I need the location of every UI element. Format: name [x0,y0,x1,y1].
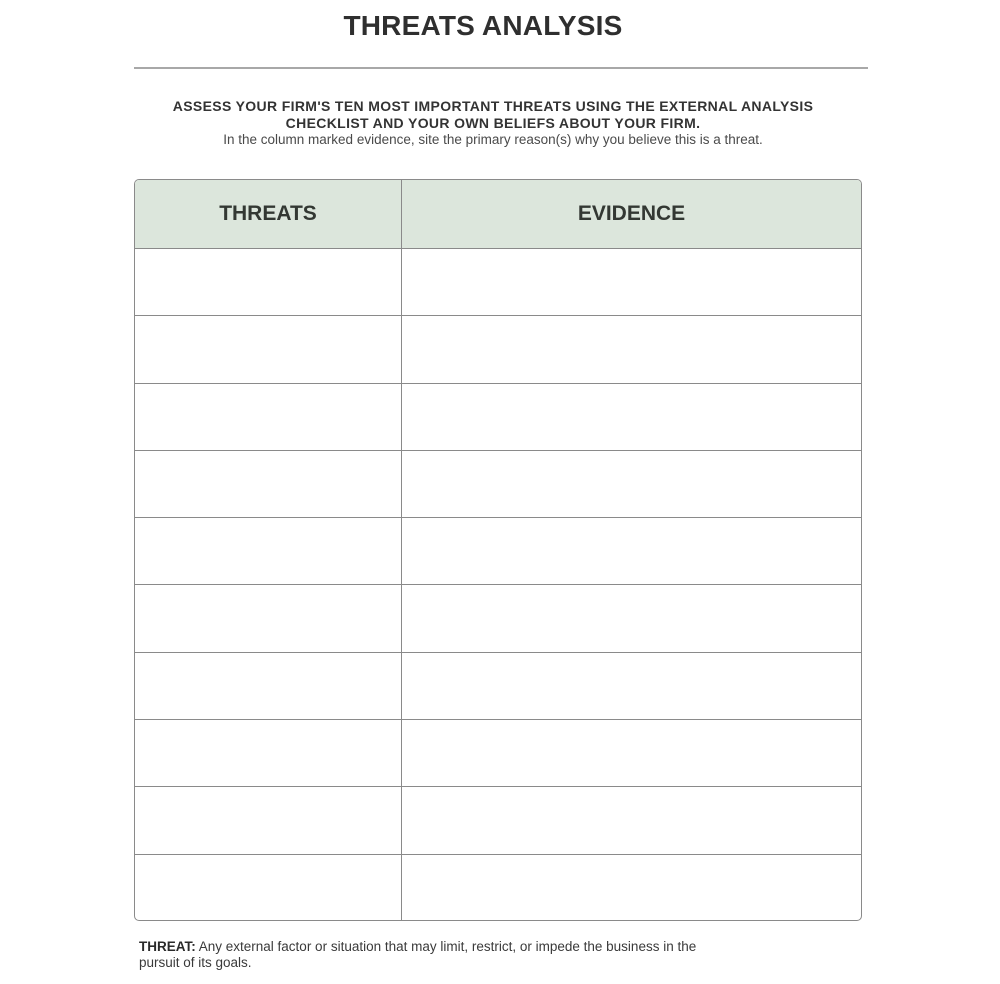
table-row [135,585,861,652]
instructions-subtext: In the column marked evidence, site the primary reason(s) why you believe this is a threat. [223,132,763,147]
threat-cell[interactable] [135,653,402,719]
table-header-row [135,180,861,249]
instructions-heading-line-1: ASSESS YOUR FIRM'S TEN MOST IMPORTANT THREATS USING THE EXTERNAL ANALYSIS [172,98,814,114]
footnote-term: THREAT: [139,939,196,954]
table-row [135,653,861,720]
instructions-heading-line-2: CHECKLIST AND YOUR OWN BELIEFS ABOUT YOUR FIRM. [285,115,701,131]
table-row [135,518,861,585]
evidence-cell[interactable] [402,316,861,382]
table-row [135,384,861,451]
table-body [135,249,861,921]
threat-definition-footnote [139,939,729,971]
threat-cell[interactable] [135,384,402,450]
page-title: THREATS ANALYSIS [343,10,623,41]
evidence-cell[interactable] [402,384,861,450]
table-row [135,316,861,383]
evidence-cell[interactable] [402,653,861,719]
table-row [135,451,861,518]
evidence-cell[interactable] [402,518,861,584]
table-row [135,855,861,921]
threat-cell[interactable] [135,855,402,921]
table-row [135,720,861,787]
evidence-cell[interactable] [402,720,861,786]
evidence-cell[interactable] [402,451,861,517]
evidence-cell[interactable] [402,585,861,651]
threat-cell[interactable] [135,787,402,853]
evidence-cell[interactable] [402,249,861,315]
threat-cell[interactable] [135,451,402,517]
table-row [135,249,861,316]
instructions [134,98,852,148]
threats-table [134,179,862,921]
threat-cell[interactable] [135,249,402,315]
threat-cell[interactable] [135,316,402,382]
table-row [135,787,861,854]
footnote-definition: Any external factor or situation that may limit, restrict, or impede the business in the pursuit of its goals. [139,939,697,970]
threats-column-header: THREATS [135,180,402,248]
title-divider [134,67,868,69]
threat-cell[interactable] [135,585,402,651]
threat-cell[interactable] [135,720,402,786]
evidence-cell[interactable] [402,855,861,921]
evidence-column-header: EVIDENCE [577,202,686,225]
evidence-cell[interactable] [402,787,861,853]
threat-cell[interactable] [135,518,402,584]
